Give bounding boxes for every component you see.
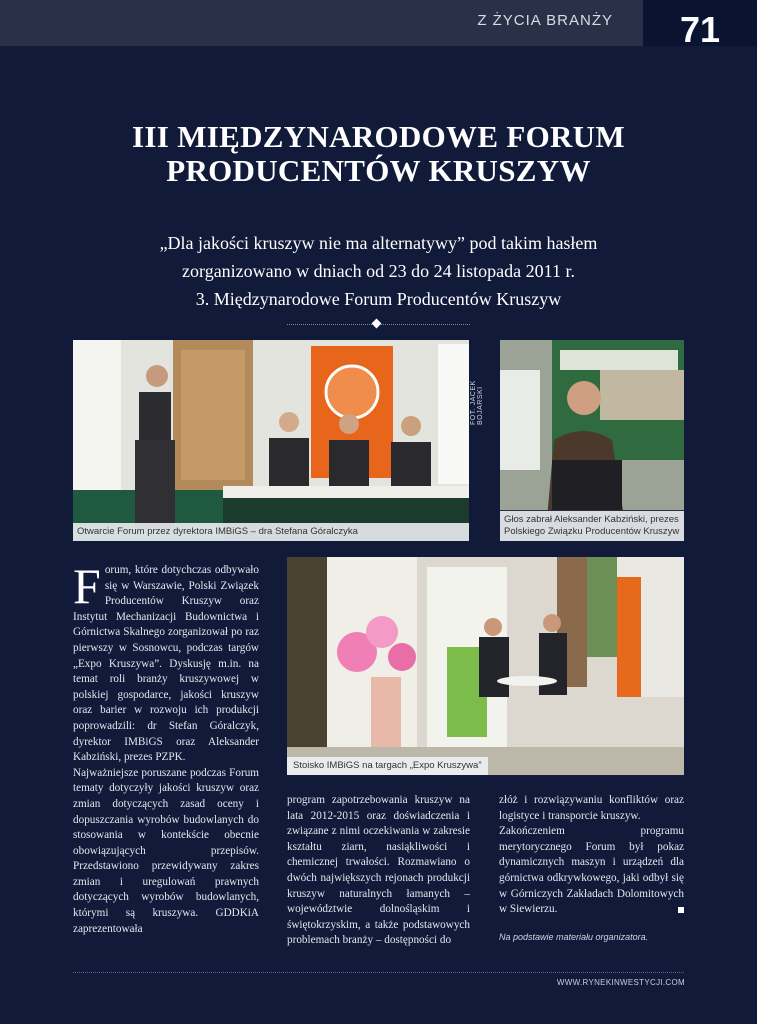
dropcap-letter: F bbox=[73, 558, 101, 614]
article-column-2 bbox=[287, 793, 470, 949]
article-paragraph bbox=[73, 558, 259, 766]
article-paragraph: złóż i rozwiązywaniu konfliktów oraz logistyce i transporcie kruszyw. bbox=[499, 794, 684, 822]
section-label: Z ŻYCIA BRANŻY bbox=[477, 12, 613, 29]
paragraph-text: orum, które dotychczas odbywało się w Warszawie, Polski Związek Producentów Kruszyw oraz Instytut Mechanizacji Budownictwa i Górnictwa Skalnego zorganizował po raz pierwszy w Sosnowcu, podczas targów „Expo Kruszywa”. Dyskusję m.in. na temat roli branży kruszywowej w polskiej gospodarce, jakości kruszyw oraz barier w rozwoju ich produkcji poprowadzili: dr Stefan Góralczyk, dyrektor IMBiGS oraz Aleksander Kabziński, prezes PZPK. bbox=[73, 564, 259, 764]
footer-divider bbox=[73, 972, 684, 973]
source-note: Na podstawie materiału organizatora. bbox=[499, 932, 649, 942]
photo-caption: Stoisko IMBiGS na targach „Expo Kruszywa” bbox=[287, 757, 488, 775]
lead-line: 3. Międzynarodowe Forum Producentów Kruszyw bbox=[195, 289, 562, 309]
article-lead bbox=[60, 229, 697, 313]
article-column-3 bbox=[499, 793, 684, 918]
photo-exhibition-stand bbox=[287, 557, 684, 775]
stage-photo-illustration bbox=[73, 340, 469, 541]
article-paragraph: Najważniejsze poruszane podczas Forum tematy dotyczyły jakości kruszyw oraz zmian dotyczących zasad oceny i dopuszczania wyrobów budowlanych do stosowania w kontekście obecnie obowiązujących przepisów. Przedstawiono przewidywany zakres zmian i uregulowań prawnych dotyczących wyrobów budowlanych, którymi są kruszywa. GDDKiA zaprezentowała bbox=[73, 766, 259, 935]
article-title bbox=[60, 120, 697, 188]
page-number: 71 bbox=[643, 0, 757, 46]
photo-caption: Otwarcie Forum przez dyrektora IMBiGS – dra Stefana Góralczyka bbox=[73, 523, 469, 541]
end-of-article-icon bbox=[678, 907, 684, 913]
divider-diamond-icon bbox=[372, 319, 382, 329]
article-paragraph bbox=[499, 824, 684, 918]
photo-forum-opening bbox=[73, 340, 469, 541]
paragraph-text: Zakończeniem programu merytorycznego Forum był pokaz dynamicznych maszyn i urządzeń dla górnictwa odkrywkowego, jaki odbył się w Górniczych Zakładach Dolomitowych w Siewierzu. bbox=[499, 825, 684, 916]
article-column-1 bbox=[73, 558, 259, 937]
photo-speaker bbox=[500, 340, 684, 541]
lead-line: zorganizowano w dniach od 23 do 24 listopada 2011 r. bbox=[182, 261, 575, 281]
photo-credit: FOT. JACEK BOJARSKI bbox=[470, 380, 484, 425]
article-paragraph: program zapotrzebowania kruszyw na lata 2012-2015 oraz doświadczenia i związane z nimi oczekiwania w zakresie kształtu ziarn, nasiąkliwości i chemicznej trwałości. Rozmawiano o dwóch największych rejonach produkcji kruszyw naturalnych łamanych – województwie dolnośląskim i świętokrzyskim, a także podstawowych problemach branży – dostępności do bbox=[287, 794, 470, 947]
lead-line: „Dla jakości kruszyw nie ma alternatywy” pod takim hasłem bbox=[159, 233, 598, 253]
title-line: PRODUCENTÓW KRUSZYW bbox=[166, 153, 591, 188]
title-line: III MIĘDZYNARODOWE FORUM bbox=[132, 119, 625, 154]
stand-photo-illustration bbox=[287, 557, 684, 775]
footer-url: WWW.RYNEKINWESTYCJI.COM bbox=[556, 978, 685, 987]
photo-caption: Głos zabrał Aleksander Kabziński, prezes Polskiego Związku Producentów Kruszyw bbox=[500, 511, 684, 541]
